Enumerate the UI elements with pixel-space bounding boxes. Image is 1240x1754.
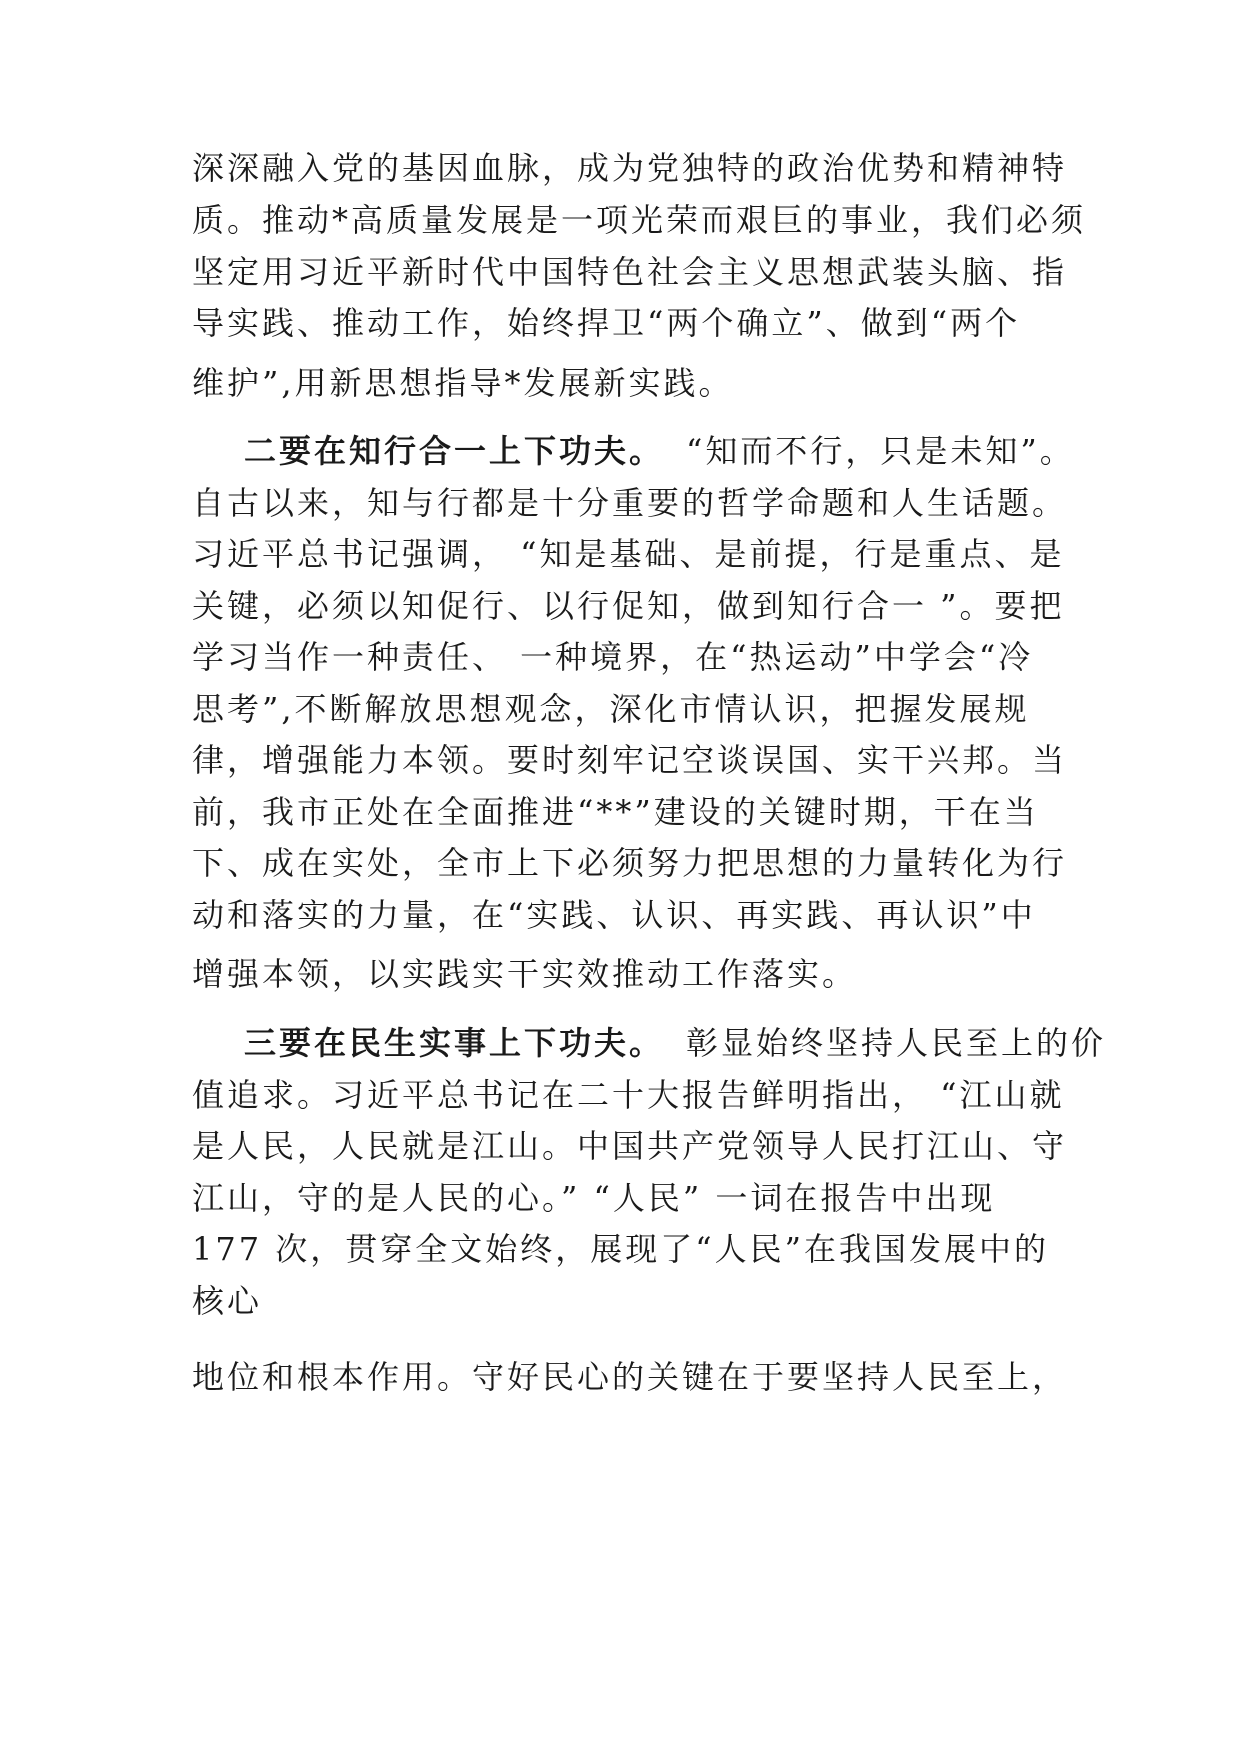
- paragraph-1-line-3: 坚定用习近平新时代中国特色社会主义思想武装头脑、指: [192, 253, 1068, 291]
- paragraph-2-line-7: 律，增强能力本领。要时刻牢记空谈误国、实干兴邦。当: [192, 741, 1068, 779]
- paragraph-1-line-1: 深深融入党的基因血脉，成为党独特的政治优势和精神特: [192, 149, 1068, 187]
- paragraph-1-line-4: 导实践、推动工作，始终捍卫“两个确立”、做到“两个: [192, 304, 1021, 342]
- paragraph-2-line-4: 关键，必须以知促行、以行促知，做到知行合一 ”。要把: [192, 587, 1065, 625]
- paragraph-2-line-3: 习近平总书记强调， “知是基础、是前提，行是重点、是: [192, 535, 1065, 573]
- paragraph-3-line-4: 江山，守的是人民的心。” “人民” 一词在报告中出现: [192, 1179, 996, 1217]
- paragraph-2-line-8: 前，我市正处在全面推进“**”建设的关键时期，干在当: [192, 793, 1039, 831]
- paragraph-3-line-7: 地位和根本作用。守好民心的关键在于要坚持人民至上，: [192, 1358, 1068, 1396]
- paragraph-3-first-line: [244, 1023, 1107, 1063]
- paragraph-2-line-2: 自古以来，知与行都是十分重要的哲学命题和人生话题。: [192, 484, 1068, 522]
- paragraph-2-line-6: 思考”,不断解放思想观念，深化市情认识，把握发展规: [192, 690, 1030, 728]
- paragraph-2-line-10: 动和落实的力量，在“实践、认识、再实践、再认识”中: [192, 896, 1036, 934]
- paragraph-2-line-5: 学习当作一种责任、 一种境界，在“热运动”中学会“冷: [192, 638, 1034, 676]
- paragraph-2-heading: 二要在知行合一上下功夫。: [244, 432, 665, 470]
- paragraph-3-first-line-text: 彰显始终坚持人民至上的价: [686, 1024, 1107, 1062]
- paragraph-2-line-11: 增强本领，以实践实干实效推动工作落实。: [192, 955, 858, 993]
- paragraph-2-first-line: [244, 431, 1104, 471]
- paragraph-2-line-9: 下、成在实处，全市上下必须努力把思想的力量转化为行: [192, 844, 1068, 882]
- paragraph-1-line-2: 质。推动*高质量发展是一项光荣而艰巨的事业，我们必须: [192, 201, 1087, 239]
- paragraph-3-heading: 三要在民生实事上下功夫。: [244, 1024, 665, 1062]
- paragraph-3-line-2: 值追求。习近平总书记在二十大报告鲜明指出， “江山就: [192, 1076, 1065, 1114]
- paragraph-3-line-5: 177 次，贯穿全文始终，展现了“人民”在我国发展中的: [192, 1230, 1049, 1268]
- paragraph-1-line-5: 维护”,用新思想指导*发展新实践。: [192, 364, 734, 402]
- paragraph-2-first-line-text: “知而不行，只是未知”。: [686, 432, 1075, 470]
- paragraph-3-line-6: 核心: [192, 1282, 263, 1320]
- paragraph-3-line-3: 是人民，人民就是江山。中国共产党领导人民打江山、守: [192, 1127, 1068, 1165]
